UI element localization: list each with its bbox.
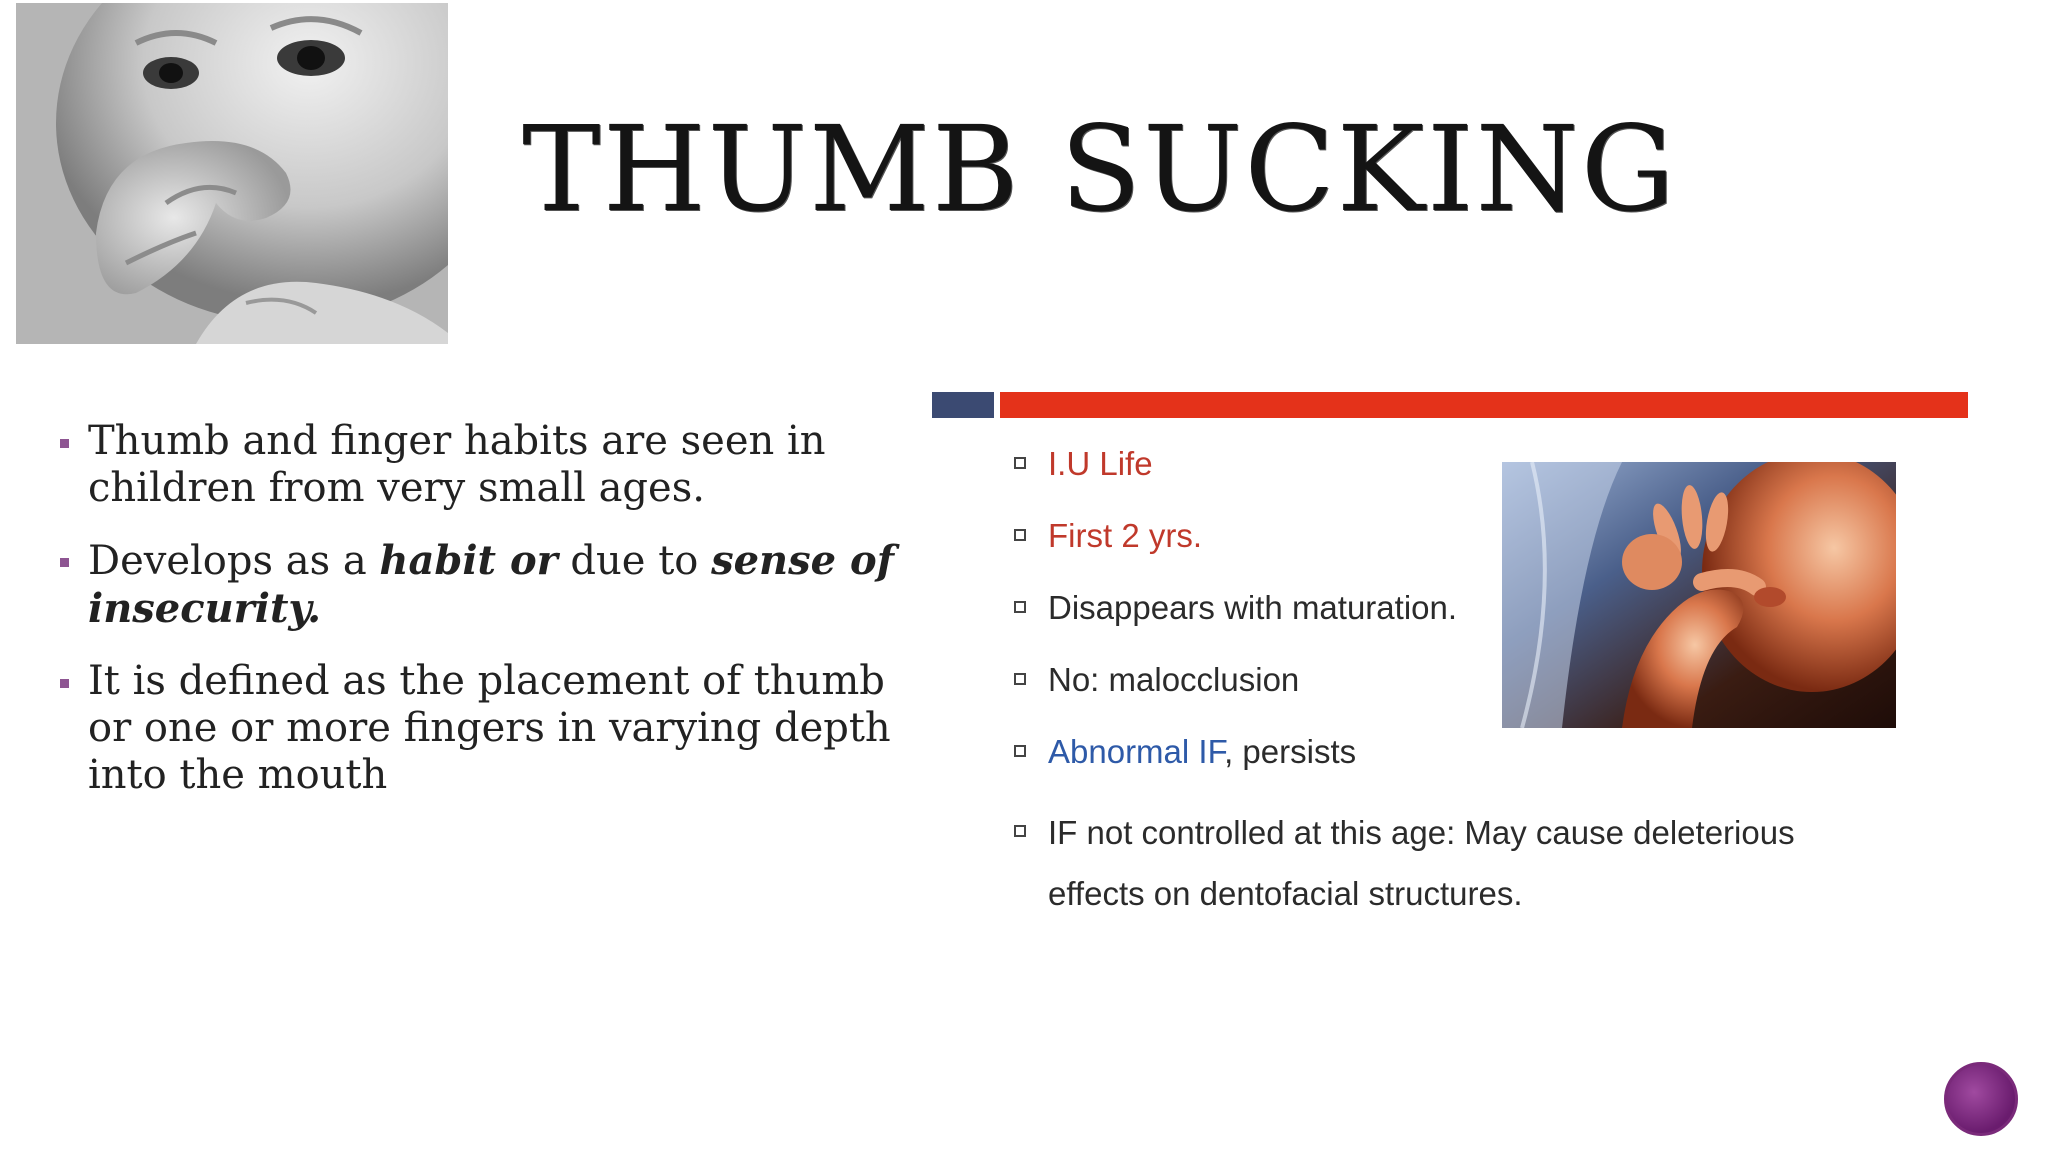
list-item: [58, 418, 938, 512]
hollow-square-bullet-icon: [1014, 745, 1026, 757]
baby-thumb-photo-icon: [16, 3, 448, 344]
item-text: I.U Life: [1048, 445, 1153, 482]
left-bullet-list: [58, 418, 938, 824]
hollow-square-bullet-icon: [1014, 529, 1026, 541]
square-bullet-icon: [60, 558, 69, 567]
fetus-photo: [1502, 462, 1896, 728]
item-text: First 2 yrs.: [1048, 517, 1202, 554]
red-accent-bar: [1000, 392, 1968, 418]
embedded-slide: [932, 390, 1972, 930]
persists-text: , persists: [1224, 733, 1357, 770]
bullet-text: due to: [557, 538, 712, 584]
abnormal-text: Abnormal IF: [1048, 733, 1225, 770]
item-text: IF not controlled at this age: May cause deleterious effects on dentofacial structures.: [1048, 814, 1795, 912]
emphasis-text: sense of insecurity.: [88, 537, 894, 632]
list-item: [58, 537, 938, 633]
hollow-square-bullet-icon: [1014, 457, 1026, 469]
nav-circle-icon[interactable]: [1944, 1062, 2018, 1136]
bullet-text: Develops as a: [88, 538, 380, 584]
hollow-square-bullet-icon: [1014, 673, 1026, 685]
page-title: THUMB SUCKING: [522, 100, 1677, 238]
item-text: No: malocclusion: [1048, 661, 1300, 698]
baby-photo: [16, 3, 448, 344]
square-bullet-icon: [60, 679, 69, 688]
bullet-text: It is defined as the placement of thumb or one or more fingers in varying depth into the mouth: [88, 658, 891, 798]
square-bullet-icon: [60, 439, 69, 448]
list-item: [1014, 802, 1868, 924]
hollow-square-bullet-icon: [1014, 825, 1026, 837]
list-item: [58, 658, 938, 799]
navy-accent-bar: [932, 392, 994, 418]
hollow-square-bullet-icon: [1014, 601, 1026, 613]
fetus-thumb-photo-icon: [1502, 462, 1896, 728]
emphasis-text: habit or: [379, 537, 558, 584]
bullet-text: Thumb and finger habits are seen in children from very small ages.: [88, 418, 826, 511]
list-item: [1014, 730, 1868, 802]
item-text: Disappears with maturation.: [1048, 589, 1458, 626]
